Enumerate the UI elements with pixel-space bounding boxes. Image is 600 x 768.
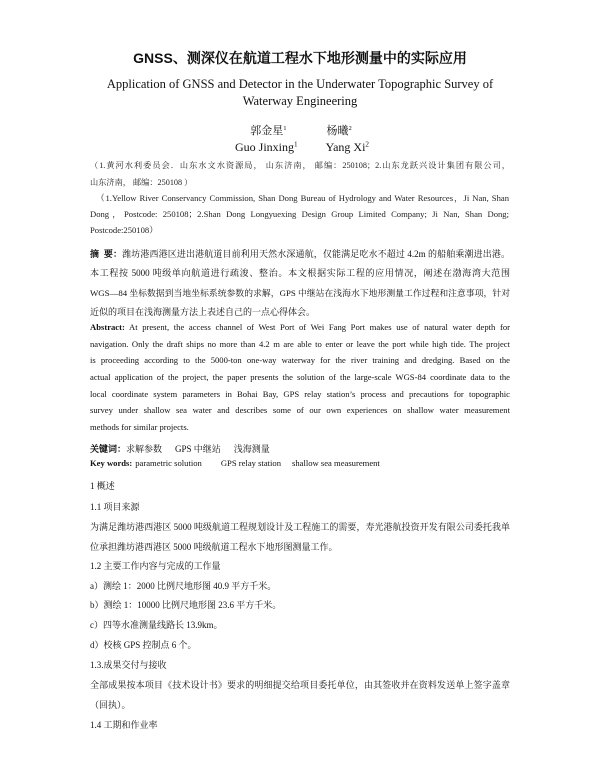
- affiliation-en-line: Postcode:250108）: [90, 225, 158, 235]
- paragraph-line: 位承担潍坊港西港区 5000 吨级航道工程水下地形图测量工作。: [90, 542, 338, 552]
- abstract-en-line: actual application of the project, the paper presents the solution of the large-scale WGS-84 coordinate data to the: [90, 372, 510, 382]
- author-en: [326, 140, 369, 154]
- keyword-cn: 浅海测量: [233, 444, 270, 454]
- paper-title-en-line: Application of GNSS and Detector in the Underwater Topographic Survey of: [106, 77, 494, 91]
- list-item: b）测绘 1：10000 比例尺地形图 23.6 平方千米。: [90, 600, 282, 610]
- abstract-cn-line: WGS—84 坐标数据到当地坐标系统参数的求解，GPS 中继站在浅海水下地形测量工作过程和注意事项，针对: [90, 288, 510, 298]
- abstract-cn-text: 潍坊港西港区进出港航道目前利用天然水深通航，仅能满足吃水不超过 4.2m 的船舶乘潮进出港。: [122, 249, 510, 259]
- abstract-en-text: At present, the access channel of West Port of Wei Fang Port makes use of natural water depth for: [124, 322, 510, 332]
- author-name: Guo Jinxing: [235, 140, 295, 154]
- abstract-en-line: [90, 323, 510, 333]
- keywords-en: [90, 459, 510, 469]
- affiliation-cn-line: 山东济南， 邮编：250108 ）: [90, 178, 193, 187]
- author-affiliation-mark: 2: [348, 125, 352, 133]
- abstract-cn-line: 本工程按 5000 吨级单向航道进行疏浚、整治。本文根据实际工程的应用情况，阐述在渤海湾大范围: [90, 268, 510, 278]
- abstract-en-line: is proceeding according to the 5000-ton one-way waterway for the river training and dredging. Based on the: [90, 355, 510, 365]
- keyword-cn: GPS 中继站: [175, 444, 221, 454]
- abstract-en-line: methods for similar projects.: [90, 422, 189, 432]
- author-cn: [250, 125, 286, 137]
- affiliation-en-line: （1.Yellow River Conservancy Commission, Shan Dong Bureau of Hydrology and Water Resources，Ji Nan, Shan: [96, 193, 509, 203]
- author-cn: [327, 125, 352, 137]
- authors-cn: [0, 125, 600, 138]
- list-item: c）四等水准测量线路长 13.9km。: [90, 620, 223, 630]
- section-heading: 1.2 主要工作内容与完成的工作量: [90, 561, 221, 571]
- paragraph-line: 全部成果按本项目《技术设计书》要求的明细提交给项目委托单位，由其签收并在资料发送单上签字盖章: [90, 680, 510, 690]
- author-affiliation-mark: 2: [365, 140, 369, 149]
- abstract-en-line: local coordinate system parameters in Bohai Bay, GPS relay station’s process and precautions for topographic: [90, 389, 510, 399]
- abstract-en-label: Abstract:: [90, 322, 125, 332]
- author-name: 杨曦: [326, 125, 349, 137]
- author-affiliation-mark: 1: [283, 125, 287, 133]
- section-heading: 1.4 工期和作业率: [90, 720, 158, 730]
- affiliation-cn-line: （1.黄河水利委员会．山东水文水资源局， 山东济南， 邮编：250108；2.山东龙跃兴设计集团有限公司，: [90, 161, 510, 170]
- keywords-cn: [90, 444, 510, 454]
- paper-title: GNSS、测深仪在航道工程水下地形测量中的实际应用: [133, 50, 467, 66]
- author-name: 郭金星: [250, 125, 284, 137]
- keywords-cn-label: 关键词：: [90, 444, 127, 454]
- paper-title-en-line: Waterway Engineering: [242, 94, 358, 108]
- keyword-en: shallow sea measurement: [292, 458, 380, 468]
- abstract-cn-line: [90, 249, 510, 259]
- abstract-en-line: survey under shallow sea water and describes some of our own experiences on shallow water measurement: [90, 405, 510, 415]
- list-item: d）校核 GPS 控制点 6 个。: [90, 640, 197, 650]
- paragraph-line: （回执）。: [90, 700, 131, 710]
- author-name: Yang Xi: [325, 140, 366, 154]
- author-en: [235, 140, 298, 154]
- section-heading: 1.3.成果交付与接收: [90, 660, 167, 670]
- list-item: a）测绘 1：2000 比例尺地形图 40.9 平方千米。: [90, 581, 277, 591]
- keyword-en: parametric solution: [135, 458, 202, 468]
- authors-en: [0, 141, 600, 155]
- keyword-en: GPS relay station: [220, 458, 281, 468]
- abstract-cn-line: 近似的项目在浅海测量方法上表述自己的一点心得体会。: [90, 307, 316, 317]
- affiliation-en-line: Dong，Postcode: 250108；2.Shan Dong Longyuexing Design Group Limited Company; Ji Nan, Shan Dong;: [90, 209, 509, 219]
- keyword-cn: 求解参数: [126, 444, 163, 454]
- section-heading: 1 概述: [90, 481, 115, 491]
- section-heading: 1.1 项目来源: [90, 502, 140, 512]
- abstract-en-line: navigation. Only the draft ships no more than 4.2 m are able to enter or leave the port while high tide. The project: [90, 339, 510, 349]
- keywords-en-label: Key words:: [90, 458, 133, 468]
- paragraph-line: 为满足潍坊港西港区 5000 吨级航道工程规划设计及工程施工的需要，寿光港航投资开发有限公司委托我单: [90, 522, 510, 532]
- abstract-cn-label: 摘 要：: [90, 249, 123, 259]
- author-affiliation-mark: 1: [294, 140, 298, 149]
